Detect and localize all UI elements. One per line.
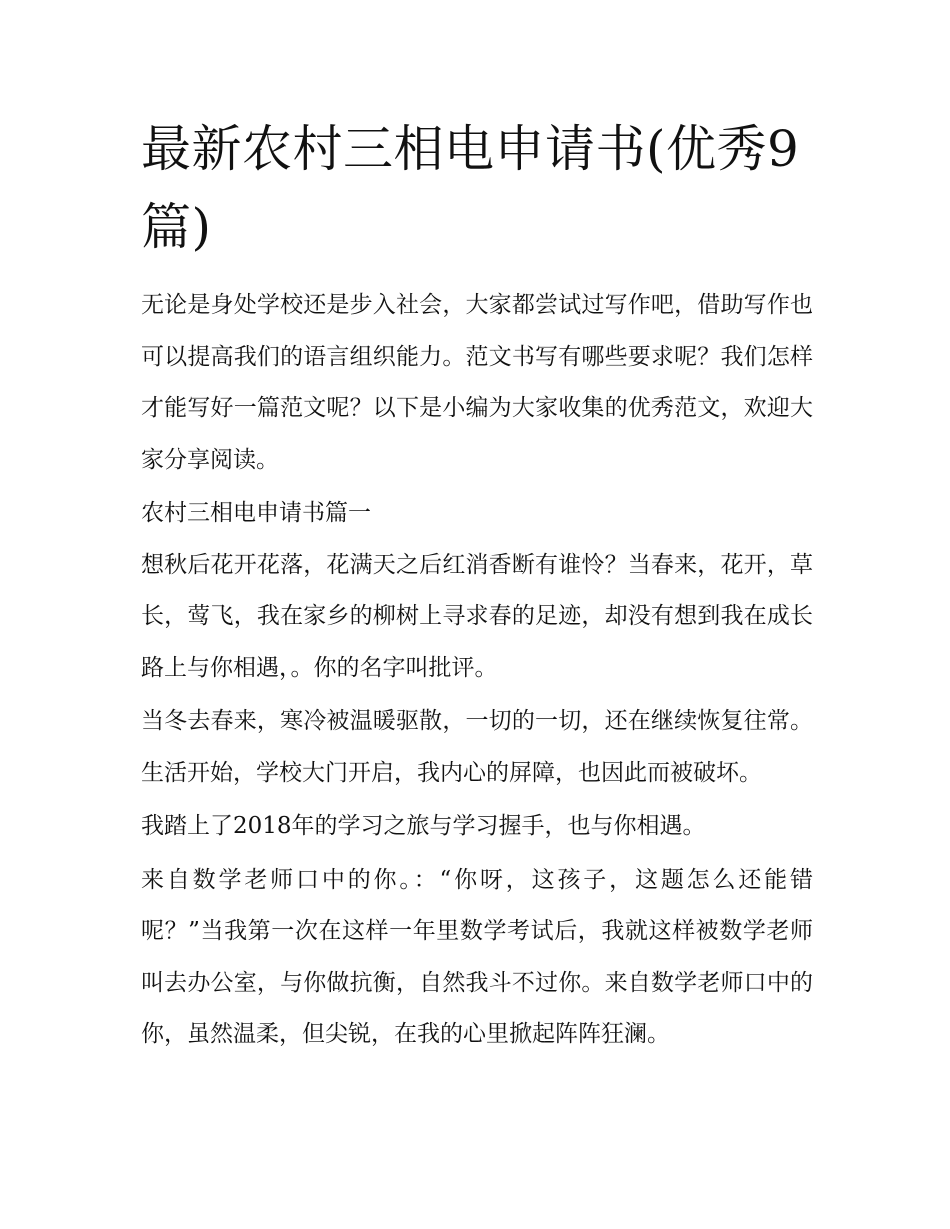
body-paragraph: 想秋后花开花落，花满天之后红消香断有谁怜？当春来，花开，草长，莺飞，我在家乡的柳树上寻求春的足迹，却没有想到我在成长路上与你相遇，。你的名字叫批评。 [141, 551, 813, 681]
document-body [141, 110, 813, 1063]
body-paragraph: 当冬去春来，寒冷被温暖驱散，一切的一切，还在继续恢复往常。生活开始，学校大门开启，我内心的屏障，也因此而被破坏。 [141, 708, 813, 786]
body-paragraph: 我踏上了2018年的学习之旅与学习握手，也与你相遇。 [141, 813, 706, 839]
intro-paragraph: 无论是身处学校还是步入社会，大家都尝试过写作吧，借助写作也可以提高我们的语言组织能力。范文书写有哪些要求呢？我们怎样才能写好一篇范文呢？以下是小编为大家收集的优秀范文，欢迎大家分享阅读。 [141, 292, 813, 473]
document-title: 最新农村三相电申请书(优秀9篇) [141, 120, 800, 256]
section-heading: 农村三相电申请书篇一 [141, 500, 371, 526]
body-paragraph: 来自数学老师口中的你。：“你呀，这孩子，这题怎么还能错呢？”当我第一次在这样一年里数学考试后，我就这样被数学老师叫去办公室，与你做抗衡，自然我斗不过你。来自数学老师口中的你，虽然温柔，但尖锐，在我的心里掀起阵阵狂澜。 [141, 866, 813, 1047]
